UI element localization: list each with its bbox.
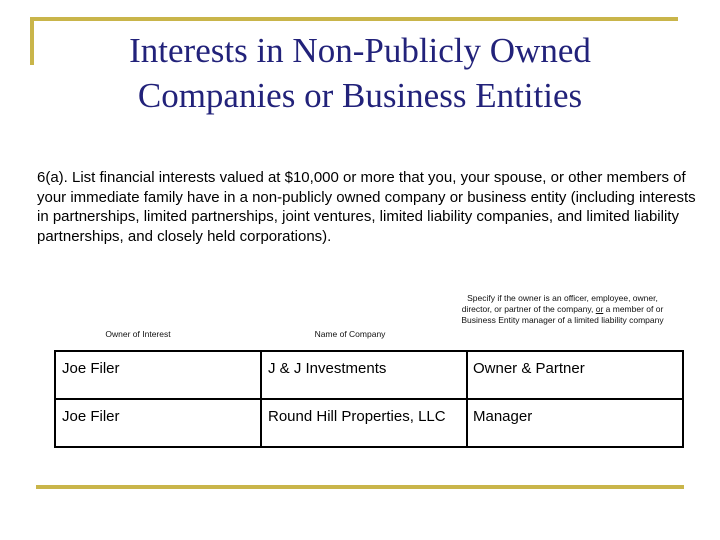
- question-text: 6(a). List financial interests valued at $10,000 or more that you, your spouse, or other members of your immediate family have in a non-publicly owned company or business entity (including interests in partnerships, limited partnerships, joint ventures, limited liability companies, and limited liability partnerships, and closely held corporations).: [37, 169, 696, 245]
- cell-company: J & J Investments: [261, 351, 467, 399]
- slide-title: [60, 28, 660, 118]
- column-header-role: [455, 293, 670, 326]
- column-header-role-text-2: a member of or Business Entity manager of a limited liability company: [461, 304, 664, 325]
- slide-title-line-2: Companies or Business Entities: [137, 76, 583, 115]
- slide-title-line-1: Interests in Non-Publicly Owned: [129, 31, 591, 70]
- column-header-owner: Owner of Interest: [105, 329, 171, 339]
- column-header-role-text-1: Specify if the owner is an officer, employee, owner, director, or partner of the company,: [461, 293, 658, 314]
- cell-owner: Joe Filer: [55, 399, 261, 447]
- cell-company: Round Hill Properties, LLC: [261, 399, 467, 447]
- cell-role: Manager: [467, 399, 683, 447]
- column-header-role-or: or: [595, 304, 604, 314]
- table-row: [55, 351, 683, 399]
- table-row: [55, 399, 683, 447]
- column-header-company: Name of Company: [314, 329, 386, 339]
- left-accent-rule: [30, 17, 34, 65]
- bottom-accent-rule: [36, 485, 684, 489]
- top-accent-rule: [30, 17, 678, 21]
- interests-table: [54, 350, 684, 448]
- cell-role: Owner & Partner: [467, 351, 683, 399]
- cell-owner: Joe Filer: [55, 351, 261, 399]
